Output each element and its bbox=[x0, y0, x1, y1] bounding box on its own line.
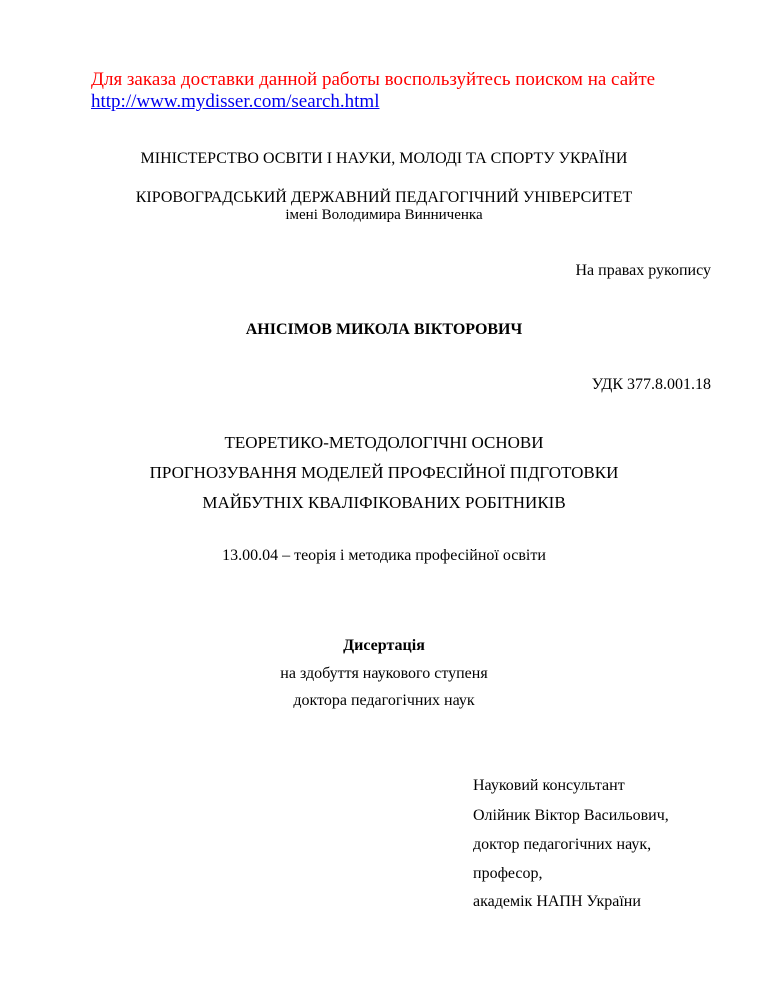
consultant-label: Науковий консультант bbox=[473, 777, 625, 794]
university-heading: КІРОВОГРАДСЬКИЙ ДЕРЖАВНИЙ ПЕДАГОГІЧНИЙ УНІВЕРСИТЕТ bbox=[135, 189, 633, 206]
author-name: АНІСІМОВ МИКОЛА ВІКТОРОВИЧ bbox=[245, 321, 523, 338]
title-line-1: ТЕОРЕТИКО-МЕТОДОЛОГІЧНІ ОСНОВИ bbox=[224, 433, 544, 452]
specialty-line: 13.00.04 – теорія і методика професійної освіти bbox=[222, 547, 546, 564]
search-link[interactable]: http://www.mydisser.com/search.html bbox=[91, 91, 380, 112]
consultant-degree: доктор педагогічних наук, bbox=[473, 836, 652, 853]
manuscript-note: На правах рукопису bbox=[575, 262, 711, 279]
consultant-academic: академік НАПН України bbox=[473, 893, 641, 910]
dissertation-label: Дисертація bbox=[343, 637, 425, 654]
degree-line-2: доктора педагогічних наук bbox=[293, 692, 475, 709]
order-notice-text: Для заказа доставки данной работы воспользуйтесь поиском на сайте bbox=[91, 69, 656, 90]
degree-line-1: на здобуття наукового ступеня bbox=[280, 665, 488, 682]
udc-code: УДК 377.8.001.18 bbox=[591, 376, 711, 393]
consultant-title: професор, bbox=[473, 865, 543, 882]
title-line-3: МАЙБУТНІХ КВАЛІФІКОВАНИХ РОБІТНИКІВ bbox=[202, 493, 566, 512]
title-line-2: ПРОГНОЗУВАННЯ МОДЕЛЕЙ ПРОФЕСІЙНОЇ ПІДГОТОВКИ bbox=[149, 463, 619, 482]
university-named-subheading: імені Володимира Винниченка bbox=[285, 207, 483, 223]
consultant-name: Олійник Віктор Васильович, bbox=[473, 807, 669, 824]
ministry-heading: МІНІСТЕРСТВО ОСВІТИ І НАУКИ, МОЛОДІ ТА СПОРТУ УКРАЇНИ bbox=[140, 150, 628, 167]
